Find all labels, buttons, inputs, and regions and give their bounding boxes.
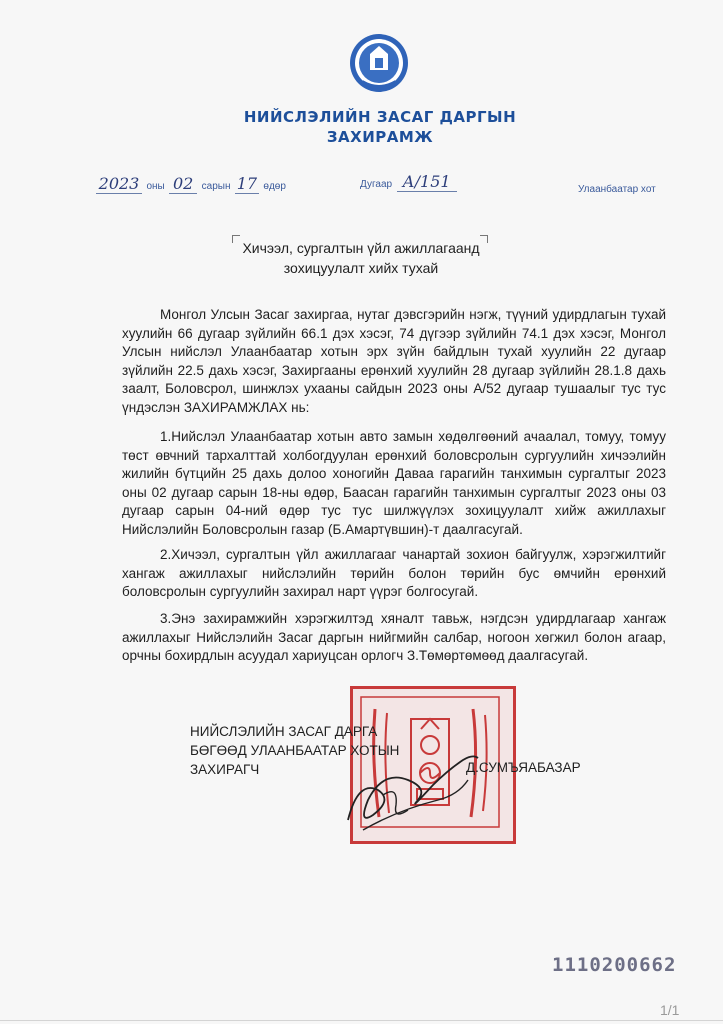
month-value: 02 [169,174,197,194]
clause-2-paragraph: 2.Хичээл, сургалтын үйл ажиллагааг чанартай зохион байгуулж, хэрэгжилтийг хангаж ажиллахыг нийслэлийн төрийн болон төрийн бус өмчийн ерөнхий боловсролын сургуулийн захирал нарт үүрэг болгосугай. [122,547,666,599]
subject-line1: Хичээл, сургалтын үйл ажиллагаанд [242,240,480,256]
signer-title-line3: ЗАХИРАГЧ [190,762,260,777]
subject-line2: зохицуулалт хийх тухай [283,260,439,276]
state-emblem-icon [348,32,410,98]
number-label: Дугаар [360,179,393,190]
year-value: 2023 [96,174,142,194]
document-number [360,172,457,192]
clause-1-paragraph: 1.Нийслэл Улаанбаатар хотын авто замын хөдөлгөөний ачаалал, томуу, томуу төст өвчний тархалттай холбогдуулан ерөнхий боловсролын сургуулийн хичээлийн жилийн бүтцийн 25 дахь долоо хоногийн Даваа гарагийн танхимын сургалтыг 2023 оны 02 дугаар сарын 18-ны өдөр, Баасан гарагийн танхимын сургалтыг 2023 оны 03 дугаар сарын 04-ний өдөр тус тус шилжүүлэх зохицуулалт хийж ажиллахыг Нийслэлийн Боловсролын газар (Б.Амартүвшин)-т даалгасугай. [122,429,666,537]
page-bottom-edge [0,1020,723,1021]
month-suffix: сарын [201,181,231,192]
signer-title-line1: НИЙСЛЭЛИЙН ЗАСАГ ДАРГА [190,724,378,739]
subject-title [200,238,522,278]
signer-title-line2: БӨГӨӨД УЛААНБААТАР ХОТЫН [190,743,400,758]
day-suffix: өдөр [263,181,286,192]
handwritten-signature [338,740,488,840]
org-name-line2: ЗАХИРАМЖ [326,128,434,146]
signer-name: Д.СУМЪЯАБАЗАР [466,760,581,775]
page-number: 1/1 [660,1002,680,1018]
year-suffix: оны [146,181,165,192]
day-value: 17 [236,174,258,193]
number-value: А/151 [397,172,457,192]
serial-number: 1110200662 [552,954,677,976]
date-field [96,174,286,194]
clause-3-paragraph: 3.Энэ захирамжийн хэрэгжилтэд хяналт тавьж, нэгдсэн удирдлагаар хангаж ажиллахыг Нийслэлийн Засаг даргын нийгмийн салбар, ногоон хөгжил болон агаар, орчны бохирдлын асуудал хариуцсан орлогч З.Төмөртөмөөд даалгасугай. [122,611,666,663]
org-name-line1: НИЙСЛЭЛИЙН ЗАСАГ ДАРГЫН [243,108,517,126]
city-label: Улаанбаатар хот [578,184,656,195]
preamble-paragraph: Монгол Улсын Засаг захиргаа, нутаг дэвсгэрийн нэгж, түүний удирдлагын тухай хуулийн 66 дугаар зүйлийн 66.1 дэх хэсэг, 74 дүгээр зүйлийн 74.1 дэх хэсэг, Монгол Улсын нийслэл Улаанбаатар хотын эрх зүйн байдлын тухай хуулийн 22 дугаар зүйлийн 22.5 дахь хэсэг, Захиргааны ерөнхий хуулийн 28 дугаар зүйлийн 28.1.8 дахь заалт, Боловсрол, шинжлэх ухааны сайдын 2023 оны А/52 дугаар тушаалыг тус тус үндэслэн ЗАХИРАМЖЛАХ нь: [122,307,666,415]
